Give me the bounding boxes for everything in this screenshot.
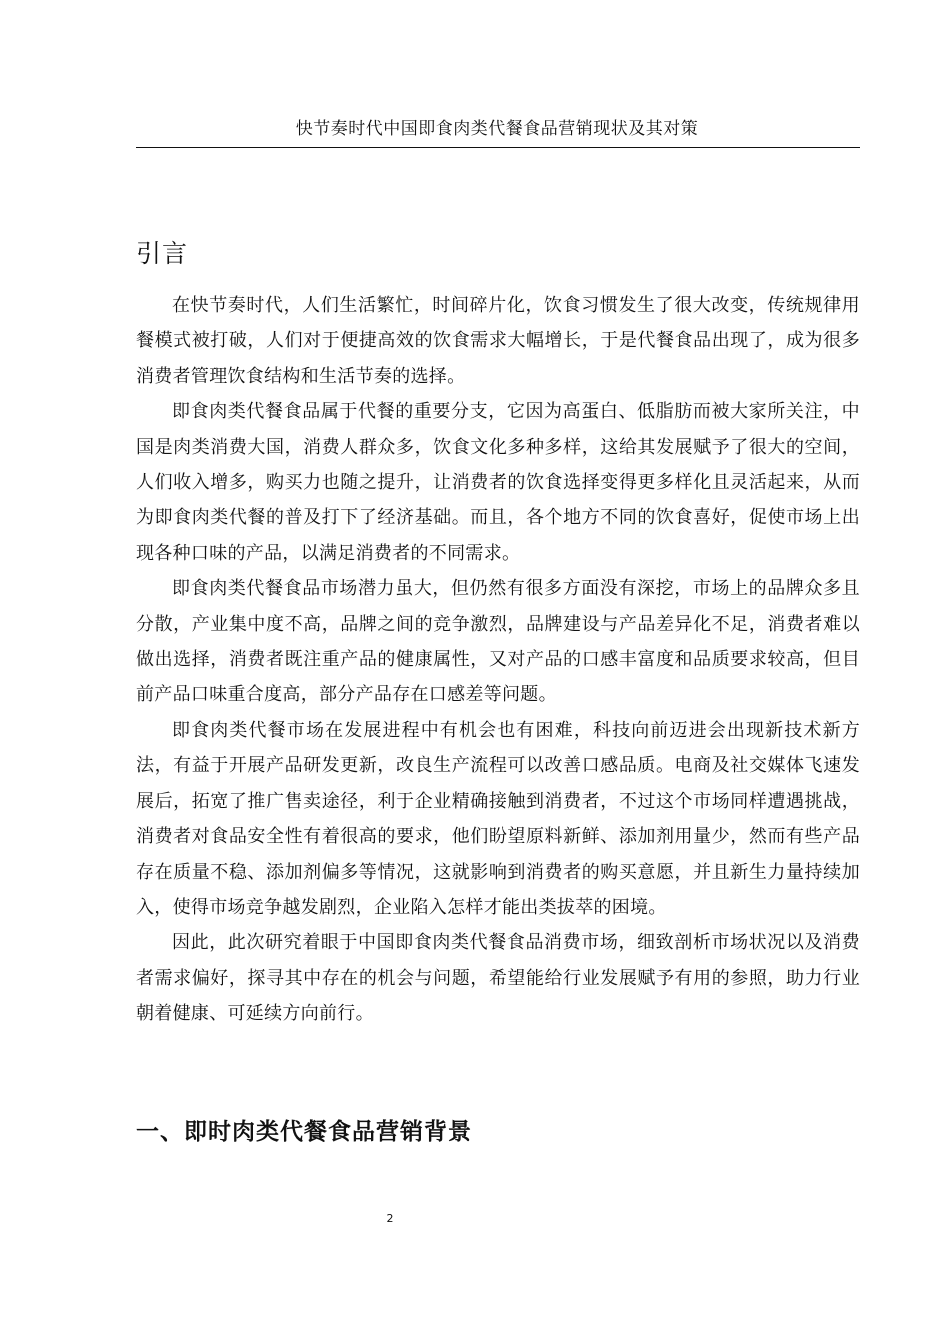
intro-paragraph-2: 即食肉类代餐食品属于代餐的重要分支，它因为高蛋白、低脂肪而被大家所关注，中国是肉类消费大国，消费人群众多，饮食文化多种多样，这给其发展赋予了很大的空间，人们收入增多，购买力也随之提升，让消费者的饮食选择变得更多样化且灵活起来，从而为即食肉类代餐的普及打下了经济基础。而且，各个地方不同的饮食喜好，促使市场上出现各种口味的产品，以满足消费者的不同需求。 — [136, 401, 860, 564]
intro-paragraph-3: 即食肉类代餐食品市场潜力虽大，但仍然有很多方面没有深挖，市场上的品牌众多且分散，产业集中度不高，品牌之间的竞争激烈，品牌建设与产品差异化不足，消费者难以做出选择，消费者既注重产品的健康属性，又对产品的口感丰富度和品质要求较高，但目前产品口味重合度高，部分产品存在口感差等问题。 — [136, 578, 860, 706]
section-1-heading: 一、即时肉类代餐食品营销背景 — [136, 1119, 472, 1145]
header-divider — [136, 147, 860, 148]
intro-heading: 引言 — [136, 239, 189, 268]
intro-body — [136, 288, 860, 1032]
intro-paragraph-5: 因此，此次研究着眼于中国即食肉类代餐食品消费市场，细致剖析市场状况以及消费者需求偏好，探寻其中存在的机会与问题，希望能给行业发展赋予有用的参照，助力行业朝着健康、可延续方向前行。 — [136, 932, 860, 1025]
intro-paragraph-1: 在快节奏时代，人们生活繁忙，时间碎片化，饮食习惯发生了很大改变，传统规律用餐模式被打破，人们对于便捷高效的饮食需求大幅增长，于是代餐食品出现了，成为很多消费者管理饮食结构和生活节奏的选择。 — [136, 295, 860, 387]
page-number: 2 — [386, 1212, 394, 1225]
running-header-title: 快节奏时代中国即食肉类代餐食品营销现状及其对策 — [295, 119, 699, 139]
intro-paragraph-4: 即食肉类代餐市场在发展进程中有机会也有困难，科技向前迈进会出现新技术新方法，有益于开展产品研发更新，改良生产流程可以改善口感品质。电商及社交媒体飞速发展后，拓宽了推广售卖途径，利于企业精确接触到消费者，不过这个市场同样遭遇挑战，消费者对食品安全性有着很高的要求，他们盼望原料新鲜、添加剂用量少，然而有些产品存在质量不稳、添加剂偏多等情况，这就影响到消费者的购买意愿，并且新生力量持续加入，使得市场竞争越发剧烈，企业陷入怎样才能出类拔萃的困境。 — [136, 719, 860, 918]
